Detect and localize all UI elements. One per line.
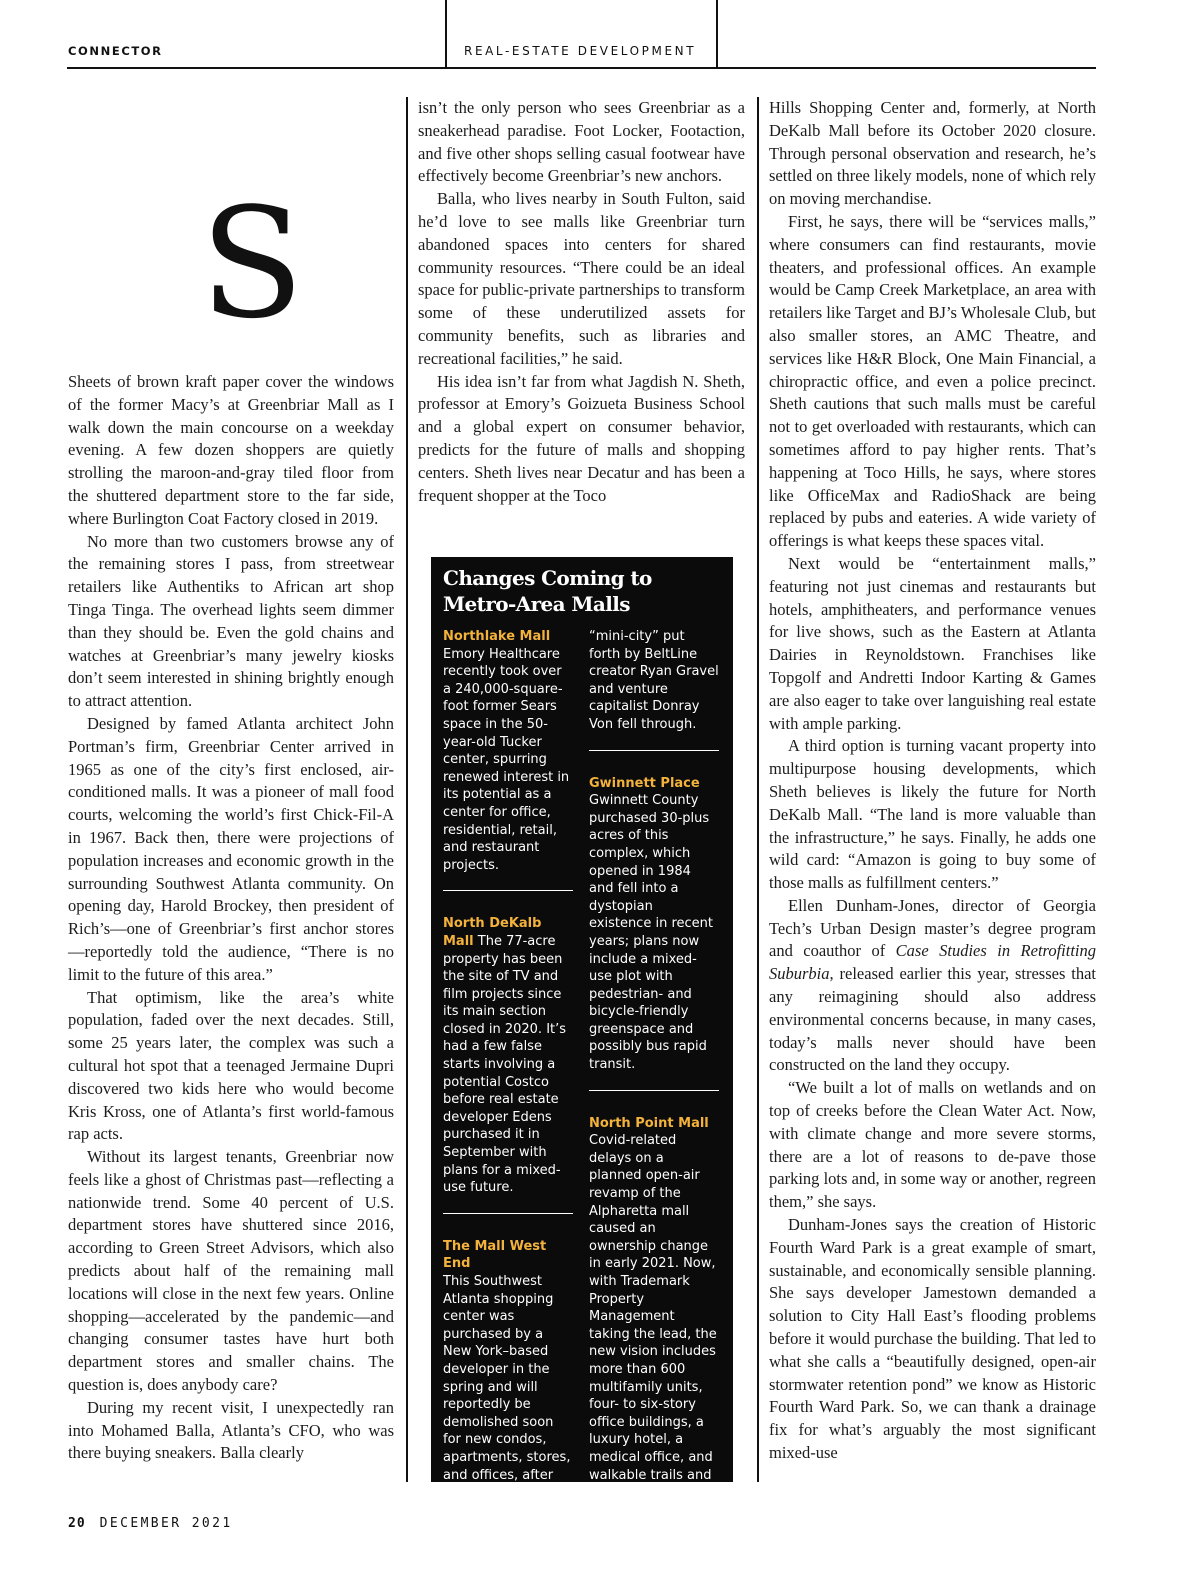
entry-body: The 77-acre property has been the site of TV and film projects since its main section closed in 2020. It’s had a few false starts involving a potential Costco before real estate developer Edens purchased it in September with plans for a mixed-use future. xyxy=(443,933,567,1196)
page-number: 20 xyxy=(68,1516,86,1531)
header-rule xyxy=(67,67,1096,69)
sidebar-divider xyxy=(443,1213,573,1214)
header-divider-right xyxy=(716,0,718,68)
column-divider-1 xyxy=(406,97,408,1482)
article-column-2 xyxy=(418,97,745,507)
book-title: Case Studies in Retrofitting Suburbia xyxy=(769,941,1097,984)
sidebar-divider xyxy=(589,750,719,751)
entry-title: North Point Mall xyxy=(589,1115,709,1131)
sidebar-entry xyxy=(589,775,719,1074)
sidebar-entry xyxy=(589,1115,719,1502)
article-column-1 xyxy=(68,371,394,1465)
paragraph: His idea isn’t far from what Jagdish N. Sheth, professor at Emory’s Goizueta Business School and a global expert on consumer behavior, predicts for the future of malls and shopping centers. Sheth lives near Decatur and has been a frequent shopper at the Toco xyxy=(418,371,745,505)
entry-body: Gwinnett County purchased 30-plus acres of this complex, which opened in 1984 and fell into a dystopian existence in recent years; plans now include a mixed-use plot with pedestrian- and bicycle-friendly greenspace and possibly bus rapid transit. xyxy=(589,793,713,1073)
paragraph: First, he says, there will be “services malls,” where consumers can find restaurants, movie theaters, and professional offices. An example would be Camp Creek Marketplace, an area with retailers like Target and BJ’s Wholesale Club, but also smaller stores, an AMC Theatre, and services like H&R Block, One Main Financial, a chiropractic office, and even a police precinct. Sheth cautions that such malls must be careful not to get overloaded with restaurants, which can sometimes afford to pay higher rents. That’s happening at Toco Hills, he says, where stores like OfficeMax and RadioShack are being replaced by pubs and eateries. A wide variety of offerings is what keeps these spaces vital. xyxy=(769,211,1096,551)
paragraph: A third option is turning vacant property into multipurpose housing developments, which Sheth believes is likely the future for North DeKalb Mall. “The land is more valuable than the infrastructure,” he says. Finally, he adds one wild card: “Amazon is going to buy some of those malls as fulfillment centers.” xyxy=(769,736,1096,893)
paragraph: During my recent visit, I unexpectedly ran into Mohamed Balla, Atlanta’s CFO, who was there buying sneakers. Balla clearly xyxy=(68,1397,394,1463)
paragraph: That optimism, like the area’s white population, faded over the next decades. Still, some 25 years later, the complex was such a cultural hot spot that a teenaged Jermaine Dupri discovered two kids here who would become Kris Kross, one of Atlanta’s first world-famous rap acts. xyxy=(68,987,394,1144)
sidebar-column-right xyxy=(589,628,719,1502)
paragraph: Hills Shopping Center and, formerly, at North DeKalb Mall before its October 2020 closure. Through personal observation and research, he’s settled on three likely models, none of which rely on moving merchandise. xyxy=(769,98,1096,209)
paragraph-text: , released earlier this year, stresses that any reimagining should also address environmental concerns because, in many cases, today’s malls never should have been constructed on the land they occupy. xyxy=(769,964,1096,1075)
sidebar-box xyxy=(431,557,733,1518)
entry-body: Covid-related delays on a planned open-air revamp of the Alpharetta mall caused an ownership change in early 2021. Now, with Trademark Property Management taking the lead, the new vision includes more than 600 multifamily units, four- to six-story office buildings, a luxury hotel, a medical office, and walkable trails and paths. xyxy=(589,1133,717,1501)
sidebar-column-left xyxy=(443,628,573,1519)
paragraph: “We built a lot of malls on wetlands and on top of creeks before the Clean Water Act. Now, with climate change and more severe storms, there are a lot of reasons to de-pave those parking lots and, in some way or another, regreen them,” she says. xyxy=(769,1078,1096,1212)
header-divider-left xyxy=(445,0,447,68)
paragraph: No more than two customers browse any of the remaining stores I pass, from streetwear retailers like Authentiks to African art shop Tinga Tinga. The overhead lights seem dimmer than they should be. Even the gold chains and watches at Greenbriar’s many jewelry kiosks don’t seem interested in shining brightly enough to attract attention. xyxy=(68,531,394,711)
paragraph xyxy=(769,895,1096,1077)
section-label: CONNECTOR xyxy=(68,44,163,58)
paragraph-text: Ellen Dunham-Jones, director of Georgia Tech’s Urban Design master’s degree program and coauthor of xyxy=(769,895,1096,961)
column-divider-2 xyxy=(757,97,759,1482)
paragraph: Designed by famed Atlanta architect John Portman’s firm, Greenbriar Center arrived in 1965 as one of the city’s first enclosed, air-conditioned malls. It was a pioneer of mall food courts, welcoming the world’s first Chick-Fil-A in 1967. Back then, there were projections of population increases and economic growth in the surrounding Southwest Atlanta community. On opening day, Harold Brockey, then president of Rich’s—one of Greenbriar’s first anchor stores—reportedly told the audience, “There is no limit to the future of this area.” xyxy=(68,713,394,984)
sidebar-entry-continued xyxy=(589,628,719,734)
issue-date: DECEMBER 2021 xyxy=(99,1516,233,1531)
entry-title: Northlake Mall xyxy=(443,629,551,644)
article-column-3 xyxy=(769,97,1096,1465)
entry-title: The Mall West End xyxy=(443,1238,547,1272)
entry-body: Emory Healthcare recently took over a 240,000-square-foot former Sears space in the 50-year-old Tucker center, spurring renewed interest in its potential as a center for office, residential, retail, and restaurant projects. xyxy=(443,646,570,873)
sidebar-title: Changes Coming to Metro-Area Malls xyxy=(443,566,652,616)
sidebar-entry xyxy=(443,915,573,1197)
entry-title: Gwinnett Place xyxy=(589,775,700,791)
sidebar-entry xyxy=(443,1238,573,1520)
entry-body: “mini-city” put forth by BeltLine creator Ryan Gravel and venture capitalist Donray Von fell through. xyxy=(589,629,719,732)
paragraph: isn’t the only person who sees Greenbriar as a sneakerhead paradise. Foot Locker, Footaction, and five other shops selling casual footwear have effectively become Greenbriar’s new anchors. xyxy=(418,98,745,186)
drop-cap: S xyxy=(200,175,305,352)
paragraph: Dunham-Jones says the creation of Historic Fourth Ward Park is a great example of smart, sustainable, and economically sensible planning. She says developer Jamestown demanded a solution to City Hall East’s flooding problems before it would purchase the building. That led to what she calls a “beautifully designed, open-air stormwater retention pond” we know as Historic Fourth Ward Park. So, we can thank a drainage fix for what’s arguably the most significant mixed-use xyxy=(769,1215,1096,1463)
paragraph: Without its largest tenants, Greenbriar now feels like a ghost of Christmas past—reflecting a nationwide trend. Some 40 percent of U.S. department stores have shuttered since 2016, according to Green Street Advisors, which also predicts about half of the remaining mall locations will close in the next few years. Online shopping—accelerated by the pandemic—and changing consumer tastes have hurt both department stores and smaller chains. The question is, does anybody care? xyxy=(68,1147,394,1395)
entry-title: North DeKalb Mall xyxy=(443,916,542,949)
paragraph: Balla, who lives nearby in South Fulton, said he’d love to see malls like Greenbriar turn abandoned spaces into centers for shared community resources. “There could be an ideal space for public-private partnerships to transform some of these underutilized assets for community benefits, such as libraries and recreational facilities,” he said. xyxy=(418,189,745,368)
entry-body: This Southwest Atlanta shopping center was purchased by a New York–based developer in the spring and will reportedly be demolished soon for new condos, apartments, stores, and offices, after plans for a transit-connected xyxy=(443,1274,571,1518)
sidebar-divider xyxy=(589,1090,719,1091)
sidebar-divider xyxy=(443,890,573,891)
sidebar-entry xyxy=(443,628,573,874)
paragraph: Next would be “entertainment malls,” featuring not just cinemas and restaurants but hotels, amphitheaters, and performance venues for live shows, such as the Eastern at Atlanta Dairies in Reynoldstown. Franchises like Topgolf and Andretti Indoor Karting & Games are also eager to take over languishing real estate with ample parking. xyxy=(769,553,1096,733)
page-footer xyxy=(68,1516,233,1531)
topic-label: REAL-ESTATE DEVELOPMENT xyxy=(464,44,697,58)
paragraph: Sheets of brown kraft paper cover the windows of the former Macy’s at Greenbriar Mall as I walk down the main concourse on a weekday evening. A few dozen shoppers are quietly strolling the maroon-and-gray tiled floor from the shuttered department store to the far side, where Burlington Coat Factory closed in 2019. xyxy=(68,372,394,528)
